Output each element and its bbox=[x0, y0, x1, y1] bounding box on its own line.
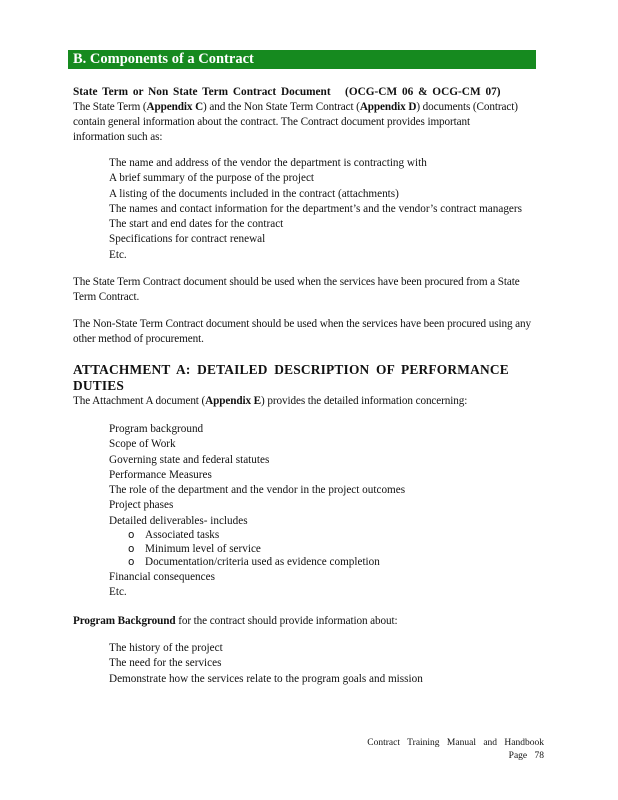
appendix-e-ref: Appendix E bbox=[205, 395, 262, 407]
list-item: Detailed deliverables- includes o Associated tasks o Minimum level of service o Documentation/criteria used as evidence completion bbox=[73, 514, 405, 570]
list-item: Governing state and federal statutes bbox=[109, 453, 270, 466]
list-item: Etc. bbox=[109, 248, 127, 261]
sub-list-item: o Documentation/criteria used as evidence completion bbox=[128, 556, 380, 569]
list-item: Specifications for contract renewal bbox=[109, 233, 266, 246]
contract-info-list bbox=[73, 156, 522, 263]
list-item: A brief summary of the purpose of the project bbox=[109, 172, 315, 185]
list-item: Program background bbox=[109, 423, 204, 435]
program-background-label: Program Background bbox=[73, 615, 176, 627]
sub-list-item: o Minimum level of service bbox=[128, 542, 261, 555]
page-footer bbox=[367, 737, 544, 763]
circle-bullet-icon: o bbox=[128, 542, 135, 555]
list-item: Etc. bbox=[109, 585, 127, 598]
list-item: Performance Measures bbox=[109, 468, 212, 481]
list-item: Financial consequences bbox=[109, 570, 215, 583]
contract-intro-paragraph bbox=[73, 100, 523, 144]
list-item: A listing of the documents included in the contract (attachments) bbox=[109, 187, 399, 200]
list-item: Scope of Work bbox=[109, 438, 176, 451]
non-state-term-paragraph: The Non-State Term Contract document should be used when the services have been procured using any other method of procurement. bbox=[73, 318, 532, 345]
sub-list-item: o Associated tasks bbox=[128, 529, 220, 542]
list-item: The need for the services bbox=[109, 657, 222, 670]
circle-bullet-icon: o bbox=[128, 529, 135, 542]
circle-bullet-icon: o bbox=[128, 556, 135, 569]
appendix-c-ref: Appendix C bbox=[146, 101, 204, 113]
attachment-a-heading: ATTACHMENT A: DETAILED DESCRIPTION OF PERFORMANCE DUTIES bbox=[73, 362, 509, 393]
list-item: The start and end dates for the contract bbox=[109, 218, 284, 231]
intro-text-2: ) and the Non State Term Contract ( bbox=[203, 101, 360, 113]
contract-document-heading: State Term or Non State Term Contract Document (OCG-CM 06 & OCG-CM 07) bbox=[73, 86, 501, 98]
appendix-d-ref: Appendix D bbox=[359, 101, 417, 113]
attachment-a-list bbox=[73, 422, 405, 600]
page-number: Page 78 bbox=[508, 751, 544, 761]
list-item: Project phases bbox=[109, 499, 174, 512]
list-item: The names and contact information for the department’s and the vendor’s contract managers bbox=[109, 202, 522, 215]
list-item: The history of the project bbox=[109, 642, 223, 654]
program-background-list bbox=[73, 641, 423, 687]
attachment-a-intro: The Attachment A document (Appendix E) provides the detailed information concerning: bbox=[73, 395, 468, 407]
intro-text-3: ) documents (Contract) contain general information about the contract. The Contract document provides important information such as: bbox=[73, 101, 518, 143]
list-item: Demonstrate how the services relate to the program goals and mission bbox=[109, 672, 423, 685]
footer-title: Contract Training Manual and Handbook bbox=[367, 738, 544, 748]
state-term-paragraph: The State Term Contract document should be used when the services have been procured from a State Term Contract. bbox=[73, 276, 520, 303]
program-background-intro: Program Background for the contract should provide information about: bbox=[73, 615, 398, 627]
section-banner: B. Components of a Contract bbox=[68, 50, 536, 69]
list-item: The role of the department and the vendor in the project outcomes bbox=[109, 484, 406, 497]
list-item: The name and address of the vendor the department is contracting with bbox=[109, 157, 427, 169]
intro-text-1: The State Term ( bbox=[73, 101, 147, 113]
deliverables-sublist bbox=[73, 529, 405, 570]
